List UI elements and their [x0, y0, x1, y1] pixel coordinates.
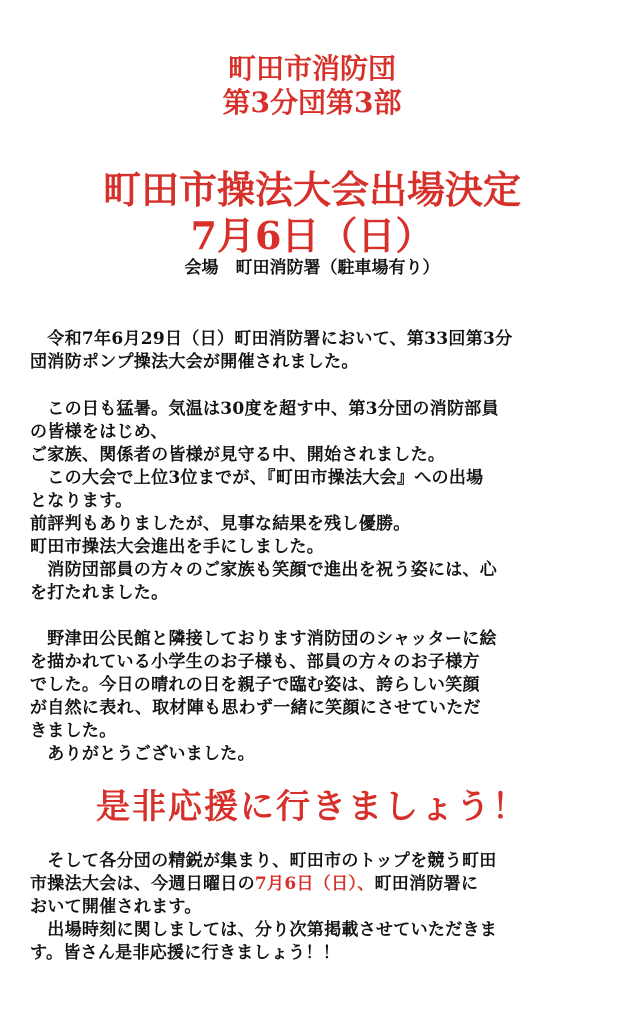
paragraph-line: を打たれました。: [30, 583, 169, 603]
paragraph-line: ご家族、関係者の皆様が見守る中、開始されました。: [30, 445, 446, 465]
paragraph-line: おいて開催されます。: [30, 897, 202, 917]
event-venue: 会場 町田消防署（駐車場有り）: [184, 258, 440, 278]
paragraph-line: この日も猛暑。気温は30度を超す中、第3分団の消防部員: [30, 399, 499, 419]
paragraph-line: 町田市操法大会進出を手にしました。: [30, 537, 325, 557]
paragraph-line: 令和7年6月29日（日）町田消防署において、第33回第3分: [30, 329, 513, 349]
text-segment: 町田消防署に: [374, 874, 479, 894]
paragraph-line: 団消防ポンプ操法大会が開催されました。: [30, 352, 359, 372]
event-date: 7月6日（日）: [190, 213, 434, 258]
paragraph-line: そして各分団の精鋭が集まり、町田市のトップを競う町田: [30, 851, 497, 871]
paragraph-line: でした。今日の晴れの日を親子で臨む姿は、誇らしい笑顔: [30, 675, 480, 695]
text-segment: 市操法大会は、今週日曜日の: [30, 874, 255, 894]
page-title: 町田市操法大会出場決定: [102, 167, 521, 212]
paragraph-line: 野津田公民館と隣接しております消防団のシャッターに絵: [30, 629, 497, 649]
organization-unit: 第3分団第3部: [222, 86, 402, 119]
paragraph-line: が自然に表れ、取材陣も思わず一緒に笑顔にさせていただ: [30, 698, 481, 718]
cheer-heading: 是非応援に行きましょう！: [96, 787, 528, 827]
paragraph-line: す。皆さん是非応援に行きましょう！！: [30, 943, 341, 963]
paragraph-1: [30, 328, 596, 374]
paragraph-2: [30, 398, 596, 605]
highlighted-date: 7月6日（日）、: [254, 874, 375, 894]
paragraph-line: [30, 873, 596, 896]
paragraph-line: この大会で上位3位までが、『町田市操法大会』への出場: [30, 468, 484, 488]
organization-name: 町田市消防団: [227, 52, 396, 85]
paragraph-line: を描かれている小学生のお子様も、部員の方々のお子様方: [30, 652, 480, 672]
paragraph-line: きました。: [30, 721, 117, 741]
paragraph-line: の皆様をはじめ、: [30, 422, 168, 442]
paragraph-line: 出場時刻に関しましては、分り次第掲載させていただきま: [30, 920, 498, 940]
paragraph-line: 前評判もありましたが、見事な結果を残し優勝。: [30, 514, 411, 534]
paragraph-4: [30, 850, 596, 965]
paragraph-line: ありがとうございました。: [30, 744, 255, 764]
paragraph-line: 消防団部員の方々のご家族も笑顔で進出を祝う姿には、心: [30, 560, 498, 580]
paragraph-line: となります。: [30, 491, 133, 511]
paragraph-3: [30, 628, 596, 766]
